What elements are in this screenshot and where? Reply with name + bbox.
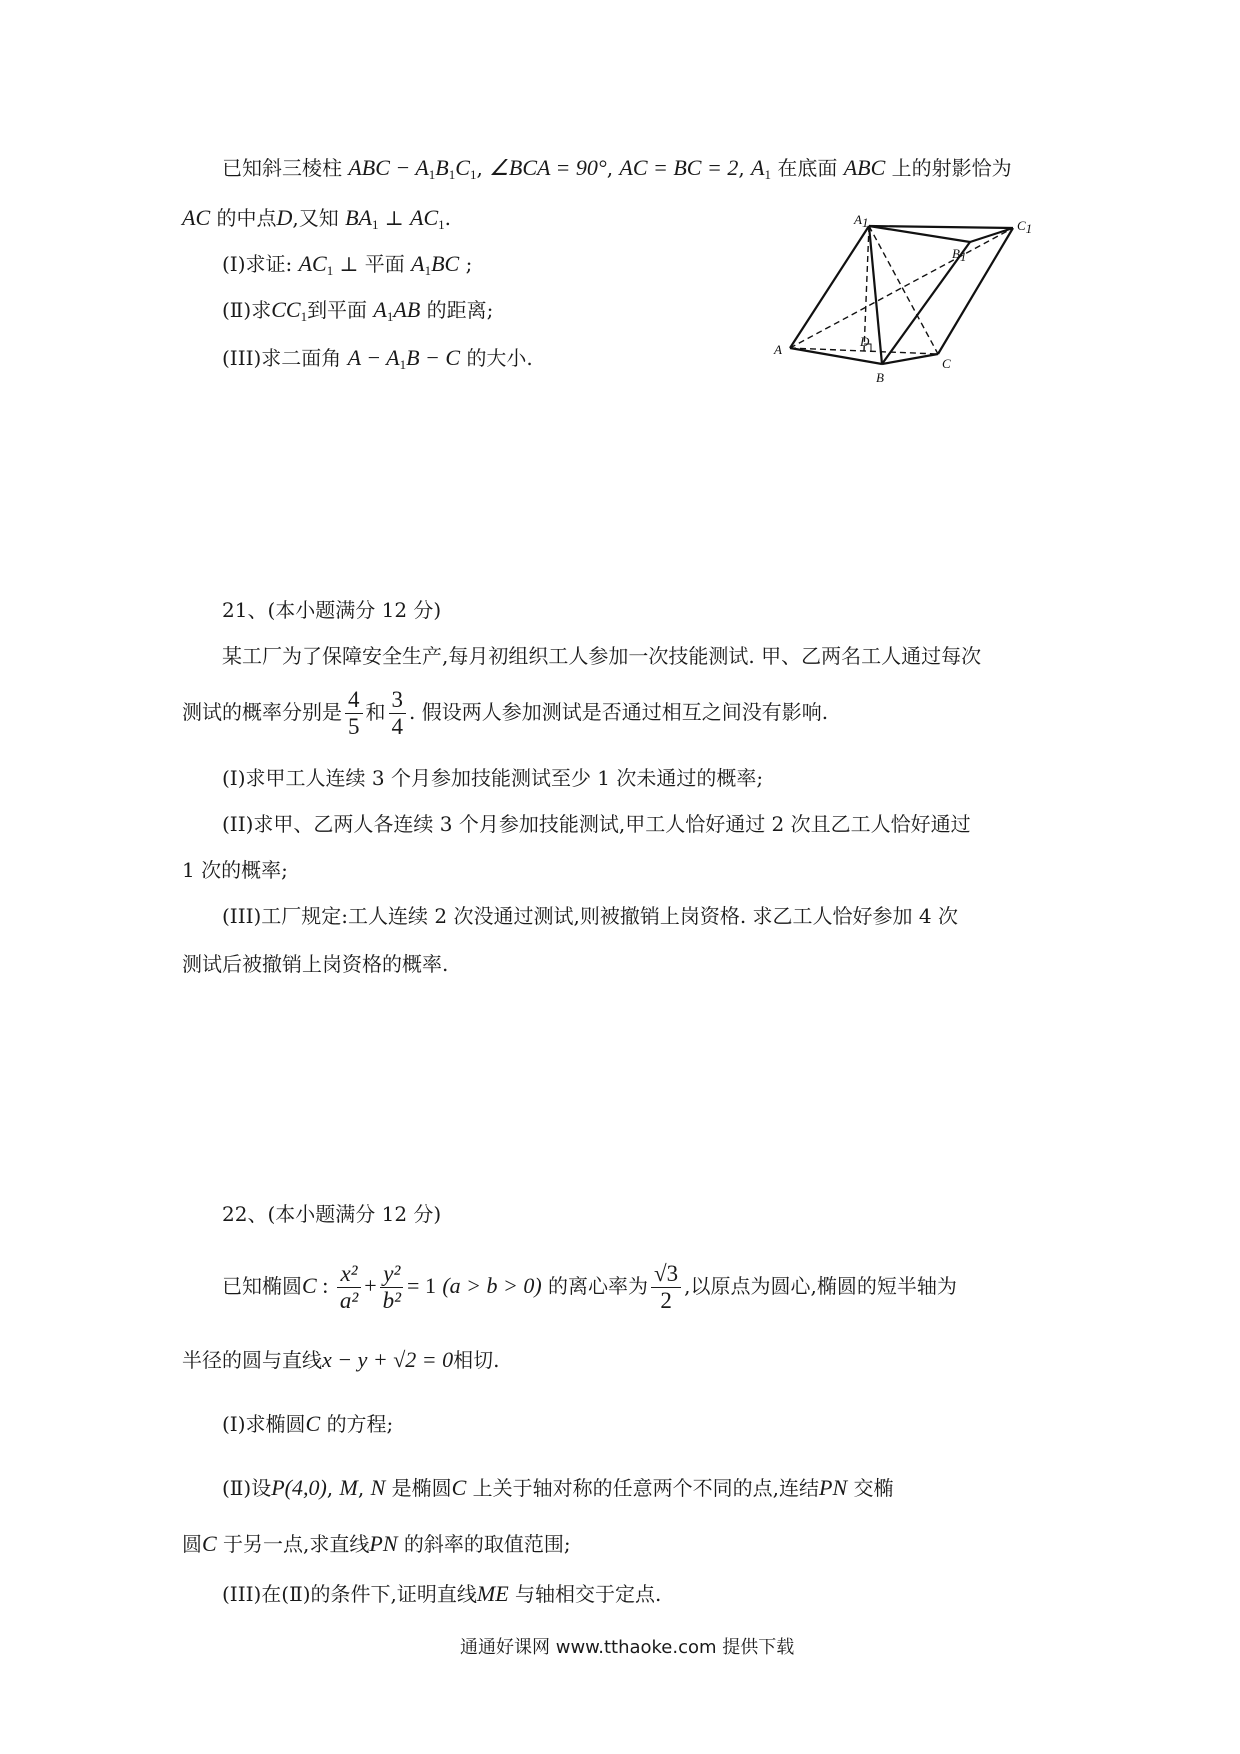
text: 的中点 xyxy=(216,206,277,230)
label-c: C xyxy=(942,356,951,371)
m: M xyxy=(339,1475,358,1500)
line-eq: x − y + √2 = 0 xyxy=(322,1347,454,1372)
q21-part1: (I)求甲工人连续 3 个月参加技能测试至少 1 次未通过的概率; xyxy=(222,766,764,790)
text: ,以原点为圆心,椭圆的短半轴为 xyxy=(684,1274,957,1298)
text: 圆 xyxy=(182,1532,202,1556)
q20-part1 xyxy=(222,250,472,285)
prism-figure xyxy=(770,212,1070,392)
eq1: = 1 xyxy=(407,1273,436,1298)
q22-header: 22、(本小题满分 12 分) xyxy=(222,1202,442,1226)
fraction-x2-a2: $\frac{\text{x²}}{\text{a²}}$ xyxy=(337,1261,361,1314)
text: 上的射影恰为 xyxy=(891,156,1012,180)
q22-part1 xyxy=(222,1410,393,1438)
label-b: B xyxy=(876,370,884,385)
label-a: A xyxy=(774,342,782,357)
pn: PN xyxy=(819,1475,848,1500)
q21-part2b: 1 次的概率; xyxy=(182,858,288,882)
text: (III)在(Ⅱ)的条件下,证明直线 xyxy=(222,1582,477,1606)
text: 已知椭圆 xyxy=(222,1274,302,1298)
label-d: D xyxy=(860,334,870,349)
text: ⊥ 平面 xyxy=(339,252,405,276)
text: 测试的概率分别是 xyxy=(182,700,342,724)
text: 交椭 xyxy=(853,1476,894,1500)
text: 已知斜三棱柱 xyxy=(222,156,342,180)
edge-a-b xyxy=(790,348,882,364)
text: 的方程; xyxy=(326,1412,394,1436)
text: (Ⅱ)设 xyxy=(222,1476,272,1500)
text: 是椭圆 xyxy=(391,1476,452,1500)
ac1: $AC_1$ xyxy=(410,205,445,232)
fraction-sqrt3-2: $\frac{√3}{2}$ xyxy=(651,1261,681,1314)
text: 相切. xyxy=(453,1348,500,1372)
q21-part3b: 测试后被撤销上岗资格的概率. xyxy=(182,952,449,976)
q20-part2 xyxy=(222,296,493,331)
text: . 假设两人参加测试是否通过相互之间没有影响. xyxy=(409,700,829,724)
text: 的大小. xyxy=(466,346,533,370)
text: 于另一点,求直线 xyxy=(223,1532,370,1556)
text: , xyxy=(357,1476,365,1500)
ac: AC xyxy=(182,205,211,230)
n: N xyxy=(370,1475,386,1500)
q20-part3 xyxy=(222,344,533,379)
ba1: $BA_1$ xyxy=(345,205,379,232)
label: (Ⅰ)求证: xyxy=(222,252,293,276)
q21-part3a: (III)工厂规定:工人连续 2 次没通过测试,则被撤销上岗资格. 求乙工人恰好参加 4 次 xyxy=(222,904,958,928)
q22-line2 xyxy=(182,1346,500,1374)
q21-part2a: (II)求甲、乙两人各连续 3 个月参加技能测试,甲工人恰好通过 2 次且乙工人恰好通过 xyxy=(222,812,971,836)
text: 半径的圆与直线 xyxy=(182,1348,322,1372)
q20-stem-line1: 已知斜三棱柱 ABC − $A_1B_1C_1$, ∠BCA = 90°, AC = BC = 2, $A_1$ 在底面 ABC 上的射影恰为 xyxy=(222,155,1012,182)
text: 到平面 xyxy=(307,298,368,322)
c: C xyxy=(302,1273,317,1298)
d: D xyxy=(276,205,293,230)
footer: 通通好课网 www.tthaoke.com 提供下载 xyxy=(460,1637,795,1658)
point-p: P(4,0) xyxy=(271,1475,327,1500)
text: (Ⅰ)求椭圆 xyxy=(222,1412,306,1436)
edge-a-c1 xyxy=(790,228,1013,348)
text: ,又知 xyxy=(292,206,339,230)
c: C xyxy=(451,1475,467,1500)
cc1: $CC_1$ xyxy=(271,297,308,324)
q21-header: 21、(本小题满分 12 分) xyxy=(222,598,442,622)
me: ME xyxy=(476,1581,509,1606)
edge-a-a1 xyxy=(790,226,869,348)
q22-part3 xyxy=(222,1580,661,1608)
label-c1: C1 xyxy=(1017,218,1033,236)
text: 的离心率为 xyxy=(548,1274,649,1298)
text: 上关于轴对称的任意两个不同的点,连结 xyxy=(472,1476,820,1500)
text: 与轴相交于定点. xyxy=(515,1582,662,1606)
pn: PN xyxy=(369,1531,398,1556)
ac1: $AC_1$ xyxy=(298,251,334,278)
label-a1: A1 xyxy=(854,212,869,230)
label: (Ⅱ)求 xyxy=(222,298,272,322)
perp: ⊥ xyxy=(378,206,411,230)
prism-name: ABC − $A_1B_1C_1$ xyxy=(348,155,477,182)
q20-stem-line2 xyxy=(182,204,451,239)
colon: : xyxy=(316,1273,334,1298)
text: 在底面 xyxy=(777,156,838,180)
c: C xyxy=(202,1531,217,1556)
plus: + xyxy=(364,1273,377,1298)
fraction-3-4: $\frac{3}{4}$ xyxy=(389,687,407,740)
text: . xyxy=(444,206,451,230)
text: 的斜率的取值范围; xyxy=(403,1532,571,1556)
label-b1: B1 xyxy=(952,246,967,264)
a1-label: $A_1$ xyxy=(751,155,771,182)
edge-b-c xyxy=(882,354,938,364)
condition: (a > b > 0) xyxy=(442,1273,542,1298)
abc: ABC xyxy=(843,155,886,180)
q21-line1: 某工厂为了保障安全生产,每月初组织工人参加一次技能测试. 甲、乙两名工人通过每次 xyxy=(222,644,982,668)
dihedral-angle: $A - A_1B - C$ xyxy=(347,345,461,372)
fraction-4-5: $\frac{4}{5}$ xyxy=(345,687,363,740)
edge-c-c1 xyxy=(938,228,1013,354)
text: , xyxy=(326,1476,334,1500)
q22-part2a xyxy=(222,1474,894,1502)
angle-bca: ∠BCA = 90° xyxy=(489,155,607,180)
edge-a1-c1 xyxy=(869,226,1013,228)
q22-line1 xyxy=(222,1256,957,1316)
q22-part2b xyxy=(182,1530,571,1558)
plane: $A_1AB$ xyxy=(373,297,421,324)
label: (III)求二面角 xyxy=(222,346,342,370)
ac-bc-eq: AC = BC = 2 xyxy=(619,155,739,180)
text: 的距离; xyxy=(426,298,494,322)
c: C xyxy=(305,1411,321,1436)
fraction-y2-b2: $\frac{\text{y²}}{\text{b²}}$ xyxy=(380,1261,404,1314)
edge-a1-b1 xyxy=(869,226,970,242)
text: ; xyxy=(465,252,473,276)
text: 和 xyxy=(365,700,386,724)
edge-a1-d xyxy=(864,226,869,351)
q21-line2 xyxy=(182,682,828,742)
plane: $A_1BC$ xyxy=(411,251,460,278)
